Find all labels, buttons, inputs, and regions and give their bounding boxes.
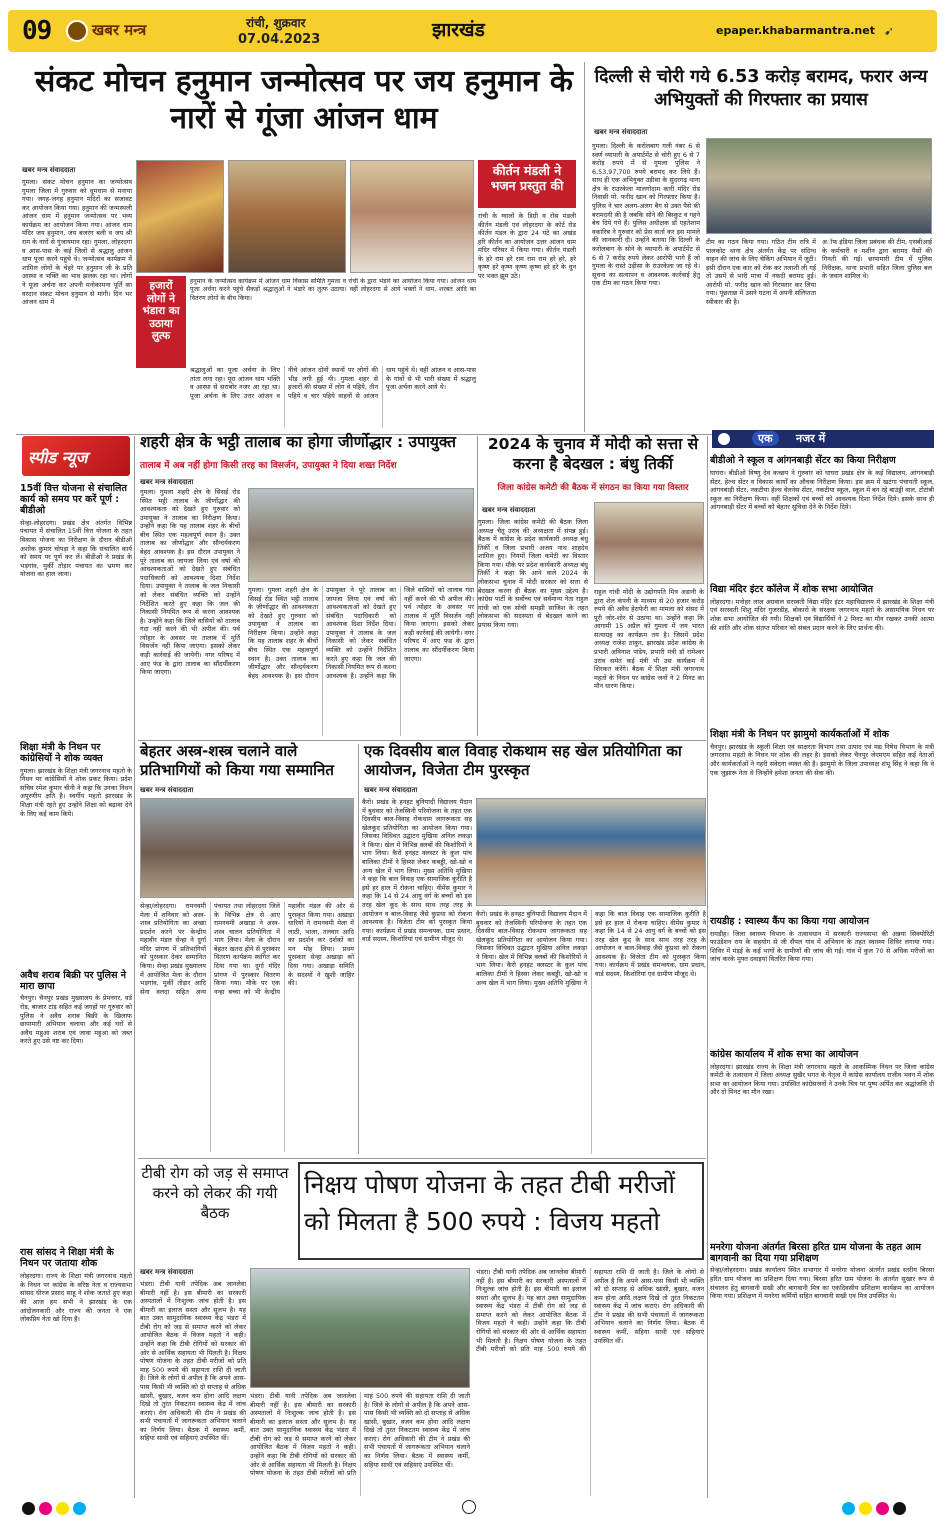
divider-main-delhi — [584, 62, 585, 432]
divider-arms-child — [358, 744, 359, 1154]
ek-nazar-headline: बीडीओ ने स्कूल व आंगनबाड़ी सेंटर का किया निरीक्षण — [710, 455, 896, 466]
delhi-body: गुमला। दिल्ली के करोलबाग गली नंबर 6 से स्वर्ण व्यापारी के अपार्टमेंट से चोरी हुए 6 से 7 करोड़ रुपये में से गुमला पुलिस ने 6,53,97,700 रुपये बरामद कर लिये हैं। साथ ही एक अभियुक्त उड़ीसा के सुंदरगढ़ थाना क्षेत्र के राउरकेला मालगोदाम कारी मंदिर रोड निवासी मो. फरीद खान को गिरफ्तार किया है। पुलिस ने चार अलग-अलग बैग से उक्त पैसे की बरामदगी की है जबकि सोने की बिस्कुट व गहने बेच दिये गये हैं। पुलिस अधीक्षक डॉ एहतेशाम वकारिब ने गुरुवार को प्रेस वार्ता कर इस मामले की जानकारी दी। उन्होंने बताया कि दिल्ली के करोलबाग के सोने के व्यापारी के अपार्टमेंट से 6 से 7 करोड़ रुपये लेकर आरोपी भागे हैं जो गुमला के रास्ते उड़ीसा के राउरकेला जा रहे थे। सूचना का सत्यापन व आवश्यक कार्रवाई हेतु एक टीम का गठन किया गया। — [592, 142, 700, 288]
speed-news-text: गुमला। झारखंड के शिक्षा मंत्री जगरनाथ महतो के निधन पर कांग्रेसियों ने शोक प्रकट किया। प्रदेश सचिव रमेश कुमार चीनी ने कहा कि उनका निधन अपूरणीय क्षति है। स्वर्गीय महतो झारखंड के शिक्षा मंत्री रहते हुए उन्होंने शिक्षा को बढ़ावा देने के लिए कई काम किये। — [20, 766, 132, 818]
ek-nazar-text: लोहरदगा। मनोहर लाल अग्रवाल सरस्वती विद्या मंदिर इंटर महाविद्यालय में झारखंड के शिक्षा मंत्री एवं सरस्वती शिशु मंदिर गुजरडीह, बोकारो के संरक्षक जगरनाथ महतो के असामयिक निधन पर शोक सभा आयोजित की गयी। शिक्षकों एवं विद्यार्थियों ने 2 मिनट का मौन रखकर उनकी आत्मा की शांति और शोक संतप्त परिवार को संबल प्रदान करने के लिए प्रार्थना की। — [710, 597, 934, 632]
ek-nazar-text: रायडीह। जिला स्वास्थ्य विभाग के तत्वावधान में सरकारी राज्यसभा की अन्नया सिक्योरिटी फाउंडेशन राय के सहयोग से जी सैंपल गांव में अभियान के तहत स्वास्थ्य शिविर लगाया गया। शिविर में मंड़ई के कई भागों के ग्रामीणों की जांच की गई। गांव में कुल 70 से अधिक मरीजों का जांच करके मुफ्त दवाइयां वितरित किया गया। — [710, 929, 934, 964]
talab-headline: शहरी क्षेत्र के भट्ठी तालाब का होगा जीर्णोद्धार : उपायुक्त — [140, 433, 457, 451]
photo-hanuman-idol — [136, 160, 224, 273]
speed-news-headline: रास सांसद ने शिक्षा मंत्री के निधन पर जताया शोक — [20, 1247, 114, 1270]
ek-nazar-circle-icon — [718, 433, 730, 445]
ek-nazar-text: लोहरदगा। झारखंड राज्य के शिक्षा मंत्री जगरनाथ महतो के आकस्मिक निधन पर जिला कांग्रेस कमेटी के तत्वाधान में जिला अध्यक्ष सुखैर भगत के नेतृत्व में कांग्रेस कार्यालय राजीव भवन में शोक सभा का आयोजन किया गया। उपस्थित कांग्रेसजनों ने उनके चित्र पर पुष्प अर्पित कर श्रद्धांजलि दी और दो मिनट का मौन रखा। — [710, 1062, 934, 1097]
speed-news-headline: 15वीं वित्त योजना से संचालित कार्य को समय पर करें पूर्ण : बीडीओ — [20, 483, 127, 516]
ek-nazar-headline: विद्या मंदिर इंटर कॉलेज में शोक सभा आयोजित — [710, 583, 874, 595]
registration-mark-icon — [462, 1500, 476, 1514]
speed-news-text: लोहरदगा। राज्य के शिक्षा मंत्री जगरनाथ महतो के निधन पर कांग्रेस के वरिष्ठ नेता व राज्यसभा सांसद धीरज प्रसाद साहू ने शोक जताते हुए कहा की आज हम सभी ने झारखंड के एक आंदोलनकारी और राज्य की जनता ने एक लोकप्रिय नेता खो दिया है। — [20, 1272, 132, 1324]
print-color-marks-left — [22, 1500, 90, 1517]
section-title: झारखंड — [432, 19, 485, 41]
modi-deck: जिला कांग्रेस कमेटी की बैठक में संगठन का किया गया विस्तार — [497, 483, 689, 493]
ek-nazar-headline: रायडीह : स्वास्थ्य कैंप का किया गया आयोजन — [710, 915, 870, 927]
brand-logo-icon — [66, 20, 88, 42]
ek-nazar-text: घाघरा। बीडीओ विष्णु देव कच्छप ने गुरुवार को घाघरा प्रखंड क्षेत्र के कई विद्यालय, आंगनबाड़ी सेंटर, हेल्थ सेंटर व विकास कार्यों का औचक निरीक्षण किया। इस क्रम में खटंगा पंचायती स्कूल, आंगनबाड़ी सेंटर, नकटीया हेल्थ वेलनेस सेंटर, नकटीया स्कूल, स्कूल में बन रहे बाउंड्री वाल, टोटांबी स्कूल का निरीक्षण किया। वहीं शिक्षकों एवं बच्चों को आवश्यक दिशा निर्देश दिये। इसके साथ ही आंगनबाड़ी सेंटर में बच्चों को बेहतर सुविधा देने के निर्देश दिये। — [710, 468, 934, 512]
arms-byline: खबर मन्त्र संवाददाता — [140, 786, 194, 794]
photo-child-event — [476, 798, 706, 906]
delhi-body-2: टीम का गठन किया गया। गठित टीम रात्रि में पालकोट थाना क्षेत्र अंतर्गत केंद्र पर संदिग्ध वाहन की जांच के लिए चेकिंग अभियान में जुटी। इसी दौरान एक कार को रोक कर तलाशी ली गई तो उसमें से भारी मात्रा में नकदी बरामद हुई। आरोपी मो. फरीद खान को गिरफ्तार कर लिया गया। पूछताछ में उसने घटना में अपनी संलिप्तता स्वीकार की है। — [706, 238, 816, 307]
photo-tb-meeting — [250, 1268, 470, 1388]
ek-nazar-item — [710, 456, 934, 581]
main-continued: श्रद्धालुओं का पूजा अर्चना के लिए तांता लगा रहा। पूरा आंजन धाम भक्ति व आस्था से सराबोर नजर आ रहा था। पूजा अर्चना के लिए उत्तर आंजन व नीचे आंजन दोनों स्थानों पर लोगों की भीड़ लगी हुई थी। गुमला शहर से हजारों की संख्या में लोग वे पहिये, तीन पहिये व चार पहिये वाहनों से आंजन धाम पहुंचे थे। वहीं आंजन व आस-पास के गांवों से भी भारी संख्या में श्रद्धालु पूजा अर्चना करने आये थे। — [190, 366, 476, 400]
brand-name: खबर मन्त्र — [92, 21, 147, 39]
modi-byline: खबर मन्त्र संवाददाता — [482, 506, 536, 514]
quote-text: हजारों लोगों ने भंडारा का उठाया लुत्फ — [142, 280, 180, 343]
main-headline: संकट मोचन हनुमान जन्मोत्सव पर जय हनुमान के नारों से गूंजा आंजन धाम — [35, 64, 573, 136]
photo-press-conference — [706, 138, 932, 234]
main-photo-caption: हनुमान के जन्मोत्सव कार्यक्रम में आंजन धाम विकास समिति गुमला व रांची के द्वारा भंडारे का आयोजन किया गया। आंजन धाम पूजा अर्चना करने पहुंचे सैकड़ों श्रद्धालुओं ने भंडारे का लुत्फ उठाया। वहीं लोहरदगा से आये भक्तों ने धाम, शरबत आदि का वितरण लोगों के बीच किया। — [190, 278, 476, 302]
speed-news-text: सेन्हा-लोहरदगा। प्रखंड क्षेत्र अंतर्गत विभिन्न पंचायत में संचालित 15वीं वित्त योजना के तहत विकास योजना का निरीक्षण के दौरान बीडीओ अशोक कुमार चोपड़ा ने कहा कि संचालित कार्य को समय पर पूर्ण कर लें। बीडीओ ने प्रखंड के भड़गांव, मुर्की तोड़ार पंचायत का भ्रमण कर योजना का हाल जाना। — [20, 518, 132, 579]
tb-body-b: भंडरा। टीबी यानी तपेदिक अब जानलेवा बीमारी नहीं है। इस बीमारी का सरकारी अस्पतालों में निःशुल्क जांच होती है। इस बीमारी का इलाज सस्ता और सुलभ है। यह बात उक्त सामुदायिक स्वास्थ्य केंद्र भंडरा में टीबी रोग को जड़ से समाप्त करने को लेकर आयोजित बैठक में विजय महतो ने कही। उन्होंने कहा कि टीबी रोगियों को सरकार की ओर से आर्थिक सहायता भी मिलती है। निक्षय पोषण योजना के तहत टीबी मरीजों को प्रति माह 500 रुपये की सहायता राशि दी जाती है। जिले के लोगों से अपील है कि अपने आस-पास किसी भी व्यक्ति को दो सप्ताह से अधिक खांसी, बुखार, वजन कम होना आदि लक्षण दिखे तो तुरंत निकटतम स्वास्थ्य केंद्र में जांच कराएं। रोग अधिकारी की टीम ने प्रखंड की सभी पंचायतों में जागरूकता अभियान चलाने का निर्णय लिया। बैठक में स्वास्थ्य कर्मी, सहिया साथी एवं सहियाएं उपस्थित थीं। — [250, 1392, 470, 1478]
photo-congress-meeting — [594, 502, 704, 584]
ek-nazar-headline: मनरेगा योजना अंतर्गत बिरसा हरित ग्राम योजना के तहत आम बागवानी का दिया गया प्रशिक्षण — [710, 1241, 921, 1264]
talab-body-b: गुमला। गुमला शहरी क्षेत्र के सिसई रोड स्थित भट्ठी तालाब के जीर्णोद्धार की आवश्यकता को देखते हुए गुरुवार को उपायुक्त ने तालाब का निरीक्षण किया। उन्होंने कहा कि यह तालाब शहर के बीचों बीच स्थित एक महत्वपूर्ण स्थान है। उक्त तालाब का जीर्णोद्धार और सौन्दर्यकरण बेहद आवश्यक है। इस दौरान उपायुक्त ने पूरे तालाब का जायजा लिया एवं वर्षा की आवश्यकताओं को देखते हुए संबंधित पदाधिकारी को आवश्यक दिशा निर्देश दिया। उपायुक्त ने तालाब के जल निकासी को लेकर संबंधित व्यक्ति को उन्होंने निर्देशित करते हुए कहा कि जल की निकासी नियमित रूप से करना आवश्यक है। उन्होंने कहा कि जिले वासियों को तालाब गंदा नहीं करने की भी अपील की। पर्व त्योहार के अवसर पर तालाब में मूर्ति विसर्जन नहीं किया जाएगा। इसको लेकर कड़ी कार्रवाई की जायेगी। नगर परिषद में आए फंड के द्वारा तालाब का सौंदर्यीकरण किया जाएगा। — [248, 586, 474, 680]
speed-news-item — [20, 484, 132, 739]
print-color-marks-right — [842, 1500, 910, 1517]
epaper-url[interactable]: epaper.khabarmantra.net — [716, 24, 875, 37]
city-day: रांची, शुक्रवार — [246, 16, 306, 30]
divider-speed-news — [134, 436, 135, 1498]
child-headline: एक दिवसीय बाल विवाह रोकथाम सह खेल प्रतियोगिता का आयोजन, विजेता टीम पुरस्कृत — [364, 742, 682, 780]
modi-body-2: राहुल गांधी मोदी के उद्योगपति मित्र अडानी के द्वारा शेल कंपनी के माध्यम से 20 हजार करोड़ रुपये की अवैध हेराफेरी का मामला को संसद में पूरी जोर-शोर से उठाया था। उन्होंने कहा कि आगामी 15 अप्रैल को गुमला में जय भारत सत्याग्रह का कार्यक्रम तय है। जिसमें प्रदेश अध्यक्ष राजेश ठाकुर, झारखंड प्रदेश कांग्रेस के प्रभारी अविनाश पांडेय, प्रभारी मंत्री डॉ रामेश्वर उरांव समेत कई मंत्री भी उस कार्यक्रम में शिरकत करेंगे। बैठक में शिक्षा मंत्री जगरनाथ महतो के निधन पर कांग्रेस जनों ने 2 मिनट का मौन धारण किया। — [594, 588, 704, 691]
tb-body-c: भंडरा। टीबी यानी तपेदिक अब जानलेवा बीमारी नहीं है। इस बीमारी का सरकारी अस्पतालों में निःशुल्क जांच होती है। इस बीमारी का इलाज सस्ता और सुलभ है। यह बात उक्त सामुदायिक स्वास्थ्य केंद्र भंडरा में टीबी रोग को जड़ से समाप्त करने को लेकर आयोजित बैठक में विजय महतो ने कही। उन्होंने कहा कि टीबी रोगियों को सरकार की ओर से आर्थिक सहायता भी मिलती है। निक्षय पोषण योजना के तहत टीबी मरीजों को प्रति माह 500 रुपये की सहायता राशि दी जाती है। जिले के लोगों से अपील है कि अपने आस-पास किसी भी व्यक्ति को दो सप्ताह से अधिक खांसी, बुखार, वजन कम होना आदि लक्षण दिखे तो तुरंत निकटतम स्वास्थ्य केंद्र में जांच कराएं। रोग अधिकारी की टीम ने प्रखंड की सभी पंचायतों में जागरूकता अभियान चलाने का निर्णय लिया। बैठक में स्वास्थ्य कर्मी, सहिया साथी एवं सहियाएं उपस्थित थीं। — [476, 1268, 704, 1354]
speed-news-item — [20, 743, 132, 967]
ek-nazar-item — [710, 1243, 934, 1477]
kirtan-subhead: कीर्तन मंडली ने भजन प्रस्तुत की — [490, 163, 564, 194]
speed-news-label: स्पीड न्यूज — [28, 448, 88, 467]
photo-talab-inspection — [248, 488, 474, 582]
photo-devotees — [228, 160, 346, 273]
delhi-headline: दिल्ली से चोरी गये 6.53 करोड़ बरामद, फरार अन्य अभियुक्तों की गिरफ्तार का प्रयास — [594, 67, 928, 110]
speed-news-headline: शिक्षा मंत्री के निधन पर कांग्रेसियों ने शोक व्यक्त — [20, 741, 103, 764]
speed-news-item — [20, 971, 132, 1245]
child-body-a: कैरो। प्रखंड के हनहट बुनियादी विद्यालय मैदान में बुधवार को तेजस्विनी परियोजना के तहत एक दिवसीय बाल-विवाह रोकथाम जागरूकता सह खेलकूद प्रतियोगिता का आयोजन किया गया। जिसका विधिवत उद्घाटन मुखिया अनिल लकड़ा ने किया। खेल में विभिन्न क्लबों की किशोरियों ने भाग लिया। कैरो हनहट क्लस्टर के कुल पांच बालिका टीमों ने हिस्सा लेकर कबड्डी, खो-खो व अन्य खेल में भाग लिया। मुख्य अतिथि मुखिया ने कहा कि बाल विवाह एक सामाजिक कुरीति है इसे हर हाल में रोकना चाहिए। वीमेंस कुमार ने कहा कि 14 से 24 आयु वर्ग के बच्चों को इस तरह खेल कूद के साथ साथ तरह तरह के आयोजन व बाल-विवाह जैसे कुप्रथा को रोकना आवश्यक है। विजेता टीम को पुरस्कृत किया गया। कार्यक्रम में प्रखंड समन्वयक, ग्राम प्रधान, वार्ड सदस्य, किशोरियां एवं ग्रामीण मौजूद थे। — [362, 798, 472, 944]
speed-news-headline: अवैध शराब बिक्री पर पुलिस ने मारा छापा — [20, 969, 127, 992]
main-byline: खबर मन्त्र संवाददाता — [22, 166, 76, 174]
tb-left-headline: टीबी रोग को जड़ से समाप्त करने को लेकर की गयी बैठक — [141, 1164, 289, 1222]
main-lead: गुमला। संकट मोचन हनुमान का जन्मोत्सव गुमला जिला में गुरुवार को धूमधाम से मनाया गया। जगह-जगह हनुमान मंदिरों का सजावट कर आयोजन किया गया। हनुमान की जन्मस्थली आंजन धाम में हनुमान जन्मोत्सव पर भव्य कार्यक्रम का आयोजन किया गया। आंजन धाम मंदिर जय हनुमान, जय बजरंग बली व जय श्री राम के नारों से गुंजायमान रहा। गुमला, लोहरदगा व आस-पास के कई जिलों से श्रद्धालु आंजन धाम पूजा करने पहुंचे थे। जन्मोत्सव कार्यक्रम में शामिल लोगों के चेहरे पर हनुमान जी के प्रति आस्था व भक्ति का भाव झलक रहा था। लोगों ने पूजा अर्चना कर अपनी मनोकामना पूर्ति का वरदान संकट मोचन हनुमान से मांगी। दिन भर आंजन धाम में — [22, 178, 132, 307]
page-number: 09 — [22, 16, 52, 46]
speed-news-item — [20, 1248, 132, 1500]
cursor-icon: ➹ — [884, 24, 895, 38]
speed-news-text: चैनपुर। चैनपुर प्रखंड मुख्यालय के प्रेमनगर, वर्ड रोड, बाजार टांड़ सहित कई जगहों पर गुरुवार को पुलिस ने अवैध शराब बिक्री के खिलाफ छापामारी अभियान चलाया और कई घरों से अवैध महुआ शराब एवं जावा महुआ को जब्त करते हुए उसे नष्ट कर दिया। — [20, 994, 132, 1046]
ek-nazar-list — [710, 452, 934, 1498]
ek-nazar-label-a: एक — [752, 431, 779, 446]
arms-headline: बेहतर अस्त्र-शस्त्र चलाने वाले प्रतिभागियों को किया गया सम्मानित — [140, 742, 334, 780]
modi-headline: 2024 के चुनाव में मोदी को सत्ता से करना है बेदखल : बंधु तिर्की — [487, 435, 699, 474]
modi-body: गुमला। जिला कांग्रेस कमेटी की बैठक जिला अध्यक्ष चैतू उरांव की अध्यक्षता में संपन्न हुई। बैठक में कांग्रेस के प्रदेश कार्यकारी अध्यक्ष बंधु तिर्की व जिला प्रभारी अजय नाथ शाहदेव शामिल हुए। नियमों जिला कमेटी का विस्तार किया गया। मौके पर प्रदेश कार्यकारी अध्यक्ष बंधु तिर्की ने कहा कि आने वाले 2024 के लोकसभा चुनाव में मोदी सरकार को सत्ता से बेदखल करना ही बैठक का मुख्य उद्देश्य है। कांग्रेस पार्टी के सर्वोच्च एवं सर्वमान्य नेता राहुल गांधी को एक सोची समझी साजिश के तहत लोकसभा की सदस्यता से बेदखल करने का प्रयास किया गया। — [478, 518, 588, 629]
ek-nazar-item — [710, 1050, 934, 1239]
talab-deck: तालाब में अब नहीं होगा किसी तरह का विसर्जन, उपायुक्त ने दिया शख्त निर्देश — [140, 461, 397, 471]
h-divider-2 — [138, 740, 706, 741]
h-divider-3 — [138, 1158, 706, 1159]
delhi-byline: खबर मन्त्र संवाददाता — [594, 128, 648, 136]
child-body-b: कैरो। प्रखंड के हनहट बुनियादी विद्यालय मैदान में बुधवार को तेजस्विनी परियोजना के तहत एक दिवसीय बाल-विवाह रोकथाम जागरूकता सह खेलकूद प्रतियोगिता का आयोजन किया गया। जिसका विधिवत उद्घाटन मुखिया अनिल लकड़ा ने किया। खेल में विभिन्न क्लबों की किशोरियों ने भाग लिया। कैरो हनहट क्लस्टर के कुल पांच बालिका टीमों ने हिस्सा लेकर कबड्डी, खो-खो व अन्य खेल में भाग लिया। मुख्य अतिथि मुखिया ने कहा कि बाल विवाह एक सामाजिक कुरीति है इसे हर हाल में रोकना चाहिए। वीमेंस कुमार ने कहा कि 14 से 24 आयु वर्ग के बच्चों को इस तरह खेल कूद के साथ साथ तरह तरह के आयोजन व बाल-विवाह जैसे कुप्रथा को रोकना आवश्यक है। विजेता टीम को पुरस्कृत किया गया। कार्यक्रम में प्रखंड समन्वयक, ग्राम प्रधान, वार्ड सदस्य, किशोरियां एवं ग्रामीण मौजूद थे। — [476, 910, 706, 987]
talab-body-a: गुमला। गुमला शहरी क्षेत्र के सिसई रोड स्थित भट्ठी तालाब के जीर्णोद्धार की आवश्यकता को देखते हुए गुरुवार को उपायुक्त ने तालाब का निरीक्षण किया। उन्होंने कहा कि यह तालाब शहर के बीचों बीच स्थित एक महत्वपूर्ण स्थान है। उक्त तालाब का जीर्णोद्धार और सौन्दर्यकरण बेहद आवश्यक है। इस दौरान उपायुक्त ने पूरे तालाब का जायजा लिया एवं वर्षा की आवश्यकताओं को देखते हुए संबंधित पदाधिकारी को आवश्यक दिशा निर्देश दिया। उपायुक्त ने तालाब के जल निकासी को लेकर संबंधित व्यक्ति को उन्होंने निर्देशित करते हुए कहा कि जल की निकासी नियमित रूप से करना आवश्यक है। उन्होंने कहा कि जिले वासियों को तालाब गंदा नहीं करने की भी अपील की। पर्व त्योहार के अवसर पर तालाब में मूर्ति विसर्जन नहीं किया जाएगा। इसको लेकर कड़ी कार्रवाई की जायेगी। नगर परिषद में आए फंड के द्वारा तालाब का सौंदर्यीकरण किया जाएगा। — [140, 488, 240, 677]
ek-nazar-item — [710, 917, 934, 1046]
photo-arms-prize — [140, 798, 354, 898]
arms-body: सेन्हा/लोहरदगा। रामनवमी मेला में शनिवार को अस्त्र-शस्त्र प्रतियोगिता का अच्छा प्रदर्शन करने पर केन्द्रीय महावीर मंडल सेन्हा ने दुर्गा मंदिर प्रांगण में प्रतिभागियों को पुरस्कार देकर सम्मानित किया। सेन्हा प्रखंड मुख्यालय में आयोजित मेला के दौरान भड़गांव, मुर्की तोड़ार आदि सेना वलदा सहित अन्य पंचायत तथा लोहरदगा जिले के विभिन्न क्षेत्र से आए रामनवमी अखाड़ा ने अस्त्र-शस्त्र चालन प्रतियोगिता में भाग लिया। मेला के दौरान बेहतर खतरा होने से पुरस्कार वितरण कार्यक्रम स्थगित कर दिया गया था। दुर्गा मंदिर प्रांगण में पुरस्कार वितरण किया गया। मौके पर एक नन्हा बच्चा को भी केन्द्रीय महावीर मंडल की ओर से पुरस्कृत किया गया। अखाड़ा धारियों ने रामनवमी मेला में लाठी, भाला, तलवार आदि का प्रदर्शन कर दर्शकों का मन मोह लिया। प्रथम पुरस्कार सेन्हा अखाड़ा को दिया गया। अखाड़ा समिति के सदस्यों ने खुशी जाहिर की। — [140, 902, 354, 996]
issue-date: 07.04.2023 — [238, 32, 321, 47]
ek-nazar-label-b: नजर में — [796, 432, 826, 445]
tb-byline: खबर मन्त्र संवाददाता — [140, 1268, 194, 1276]
kirtan-body: रांची के ग्वालों के डिग्री व रोस मंडली कीर्तन मंडली एवं लोहरदगा के कोर्ट रोड कीर्तन मंडल के द्वारा 24 घंटे का अखंड हरि कीर्तन का आयोजन उत्तर आंजन धाम मंदिर परिसर में किया गया। कीर्तन मंडली के हरे राम हरे राम राम राम हरे हरे, हरे कृष्ण हरे कृष्ण कृष्ण कृष्ण हरे हरे के धुन पर भक्त झूम उठे। — [478, 212, 576, 281]
talab-byline: खबर मन्त्र संवाददाता — [140, 478, 194, 486]
ek-nazar-headline: कांग्रेस कार्यालय में शोक सभा का आयोजन — [710, 1048, 859, 1060]
divider-ek-nazar — [707, 436, 708, 1498]
child-byline: खबर मन्त्र संवाददाता — [364, 786, 418, 794]
delhi-body-3: अॉफ इंडिया जिला प्रबंधक की टीम, एसबीआई के कर्मचारी व मशीन द्वारा बरामद पैसों की गिनती की गई। छापामारी टीम में पुलिस निरीक्षक, थाना प्रभारी सहित जिला पुलिस बल के जवान शामिल थे। — [822, 238, 932, 281]
speed-news-list — [20, 480, 132, 1500]
ek-nazar-headline: शिक्षा मंत्री के निधन पर झामुमो कार्यकर्ताओं में शोक — [710, 728, 889, 740]
ek-nazar-text: चैनपुर। झारखंड के स्कूली शिक्षा एवं साक्षरता विभाग तथा उत्पाद एवं मद्य निषेध विभाग के मंत्री जगरनाथ महतो के निधन पर शोक की लहर है। इसको लेकर चैनपुर जेएमएम सहित कई नेताओं और कार्यकर्ताओं ने गहरी संवेदना व्यक्त की है। झामुमो के जिला उपाध्यक्ष शंभू सिंह ने कहा कि वे एक जुझारू नेता थे जिन्होंने हमेशा जनता की सेवा की। — [710, 742, 934, 777]
ek-nazar-text: सेन्हा/लोहरदगा। प्रखंड कार्यालय स्थित सभागार में मनरेगा योजना अंतर्गत प्रखंड स्तरीय बिरसा हरित ग्राम योजना का प्रशिक्षण दिया गया। बिरसा हरित ग्राम योजना के अंतर्गत सुखार रूप से संचालन हेतु बागवानी सखी और बागवानी मित्र का एकदिवसीय प्रशिक्षण कार्यक्रम का आयोजन किया गया। प्रशिक्षण में मनरेगा कर्मियों सहित बागवानी सखी एवं मित्र उपस्थित थे। — [710, 1266, 934, 1301]
photo-kirtan — [350, 160, 474, 273]
ek-nazar-item — [710, 730, 934, 913]
tb-body-a: भंडरा। टीबी यानी तपेदिक अब जानलेवा बीमारी नहीं है। इस बीमारी का सरकारी अस्पतालों में निःशुल्क जांच होती है। इस बीमारी का इलाज सस्ता और सुलभ है। यह बात उक्त सामुदायिक स्वास्थ्य केंद्र भंडरा में टीबी रोग को जड़ से समाप्त करने को लेकर आयोजित बैठक में विजय महतो ने कही। उन्होंने कहा कि टीबी रोगियों को सरकार की ओर से आर्थिक सहायता भी मिलती है। निक्षय पोषण योजना के तहत टीबी मरीजों को प्रति माह 500 रुपये की सहायता राशि दी जाती है। जिले के लोगों से अपील है कि अपने आस-पास किसी भी व्यक्ति को दो सप्ताह से अधिक खांसी, बुखार, वजन कम होना आदि लक्षण दिखे तो तुरंत निकटतम स्वास्थ्य केंद्र में जांच कराएं। रोग अधिकारी की टीम ने प्रखंड की सभी पंचायतों में जागरूकता अभियान चलाने का निर्णय लिया। बैठक में स्वास्थ्य कर्मी, सहिया साथी एवं सहियाएं उपस्थित थीं। — [140, 1280, 246, 1443]
tb-right-headline: निक्षय पोषण योजना के तहत टीबी मरीजों को मिलता है 500 रुपये : विजय महतो — [304, 1170, 676, 1236]
ek-nazar-item — [710, 585, 934, 726]
